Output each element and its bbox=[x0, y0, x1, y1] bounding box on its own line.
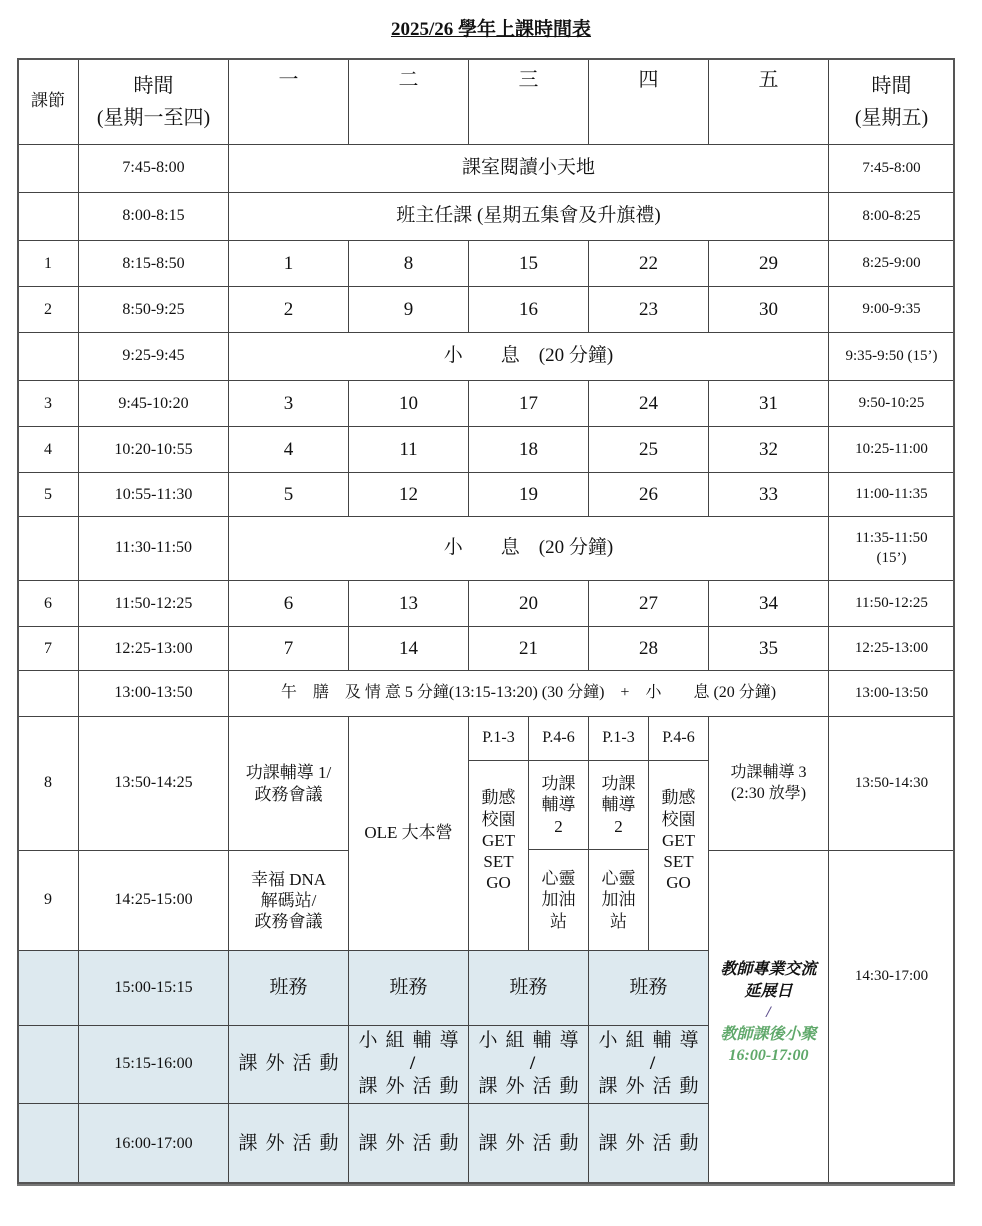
lesson-number: 33 bbox=[708, 472, 829, 518]
lesson-number: 18 bbox=[468, 426, 589, 474]
period-cell bbox=[17, 332, 79, 381]
activity-line: GET bbox=[481, 830, 516, 850]
fri-time-cell: 10:25-11:00 bbox=[828, 426, 955, 474]
lesson-number: 5 bbox=[228, 472, 349, 518]
time-cell: 13:00-13:50 bbox=[78, 670, 229, 717]
recess-activity: 小 息 (20 分鐘) bbox=[228, 332, 829, 381]
lesson-number: 1 bbox=[228, 240, 349, 288]
activity-line: 心靈 bbox=[601, 869, 636, 889]
activity-line: 16:00-17:00 bbox=[728, 1047, 809, 1065]
activity-line: 教師課後小聚 bbox=[720, 1025, 817, 1043]
lesson-number: 26 bbox=[588, 472, 709, 518]
activity-line: 校園 bbox=[481, 809, 516, 829]
group-tutoring-activity bbox=[588, 1025, 709, 1104]
activity-line: 動感 bbox=[661, 788, 696, 808]
p8-fri-activity bbox=[708, 716, 829, 851]
class-admin-activity: 班務 bbox=[588, 950, 709, 1026]
lesson-number: 20 bbox=[468, 580, 589, 628]
day-label: 四 bbox=[638, 69, 659, 91]
heart-station-activity bbox=[528, 849, 589, 951]
lesson-number: 32 bbox=[708, 426, 829, 474]
time-cell: 15:00-15:15 bbox=[78, 950, 229, 1026]
extracurricular-activity: 課外活動 bbox=[228, 1103, 349, 1185]
class-admin-activity: 班務 bbox=[348, 950, 469, 1026]
lesson-number: 35 bbox=[708, 626, 829, 672]
lesson-number: 23 bbox=[588, 286, 709, 334]
homework-activity bbox=[528, 760, 589, 850]
extracurricular-activity: 課外活動 bbox=[468, 1103, 589, 1185]
activity-line: 2 bbox=[554, 816, 563, 836]
activity-line: (2:30 放學) bbox=[730, 784, 807, 802]
group-tutoring-activity bbox=[468, 1025, 589, 1104]
header-time-label: 時間 bbox=[871, 74, 912, 97]
activity-line: 解碼站/ bbox=[260, 890, 317, 910]
fri-time-cell: 13:00-13:50 bbox=[828, 670, 955, 717]
lesson-number: 19 bbox=[468, 472, 589, 518]
period-cell bbox=[17, 192, 79, 241]
fri-time-cell: 13:50-14:30 bbox=[828, 716, 955, 851]
lesson-number: 3 bbox=[228, 380, 349, 428]
dynamic-campus-activity bbox=[648, 760, 709, 951]
lesson-number: 6 bbox=[228, 580, 349, 628]
fri-time-cell bbox=[828, 516, 955, 581]
slash-divider: / bbox=[766, 1004, 771, 1022]
lesson-number: 9 bbox=[348, 286, 469, 334]
period-cell: 7 bbox=[17, 626, 79, 672]
time-cell: 12:25-13:00 bbox=[78, 626, 229, 672]
period-cell bbox=[17, 516, 79, 581]
extracurricular-activity: 課外活動 bbox=[228, 1025, 349, 1104]
time-cell: 11:50-12:25 bbox=[78, 580, 229, 628]
day-label: 二 bbox=[398, 69, 419, 91]
header-day-wed bbox=[468, 58, 589, 145]
class-admin-activity: 班務 bbox=[468, 950, 589, 1026]
lesson-number: 22 bbox=[588, 240, 709, 288]
slash-divider: / bbox=[529, 1053, 536, 1075]
time-cell: 8:00-8:15 bbox=[78, 192, 229, 241]
friday-pm-activity bbox=[708, 850, 829, 1185]
period-cell: 3 bbox=[17, 380, 79, 428]
period-cell: 6 bbox=[17, 580, 79, 628]
activity-line: 政務會議 bbox=[254, 784, 323, 804]
recess-activity: 小 息 (20 分鐘) bbox=[228, 516, 829, 581]
lesson-number: 15 bbox=[468, 240, 589, 288]
fri-time-cell: 11:00-11:35 bbox=[828, 472, 955, 518]
header-day-thu bbox=[588, 58, 709, 145]
period-cell: 8 bbox=[17, 716, 79, 851]
period-cell bbox=[17, 670, 79, 717]
day-label: 三 bbox=[518, 69, 539, 91]
activity-line: 輔導 bbox=[541, 795, 576, 815]
header-day-fri bbox=[708, 58, 829, 145]
time-cell: 10:55-11:30 bbox=[78, 472, 229, 518]
activity-line: GO bbox=[666, 873, 691, 893]
period-cell: 1 bbox=[17, 240, 79, 288]
lesson-number: 27 bbox=[588, 580, 709, 628]
activity-line: 小組輔導 bbox=[358, 1030, 467, 1052]
activity-line: 2 bbox=[614, 816, 623, 836]
fri-time-cell: 9:35-9:50 (15’) bbox=[828, 332, 955, 381]
fri-time-cell: 11:50-12:25 bbox=[828, 580, 955, 628]
homeroom-activity: 班主任課 (星期五集會及升旗禮) bbox=[228, 192, 829, 241]
time-cell: 11:30-11:50 bbox=[78, 516, 229, 581]
slash-divider: / bbox=[649, 1053, 656, 1075]
p9-mon-activity bbox=[228, 850, 349, 951]
fri-time-cell: 9:50-10:25 bbox=[828, 380, 955, 428]
activity-line: 政務會議 bbox=[254, 912, 323, 932]
group-tutoring-activity bbox=[348, 1025, 469, 1104]
day-label: 一 bbox=[278, 69, 299, 91]
lesson-number: 13 bbox=[348, 580, 469, 628]
header-period bbox=[17, 58, 79, 145]
grade-header: P.1-3 bbox=[588, 716, 649, 761]
header-time-label: 時間 bbox=[133, 74, 174, 97]
header-time-range: (星期一至四) bbox=[96, 106, 211, 129]
fri-time-cell: 7:45-8:00 bbox=[828, 144, 955, 193]
activity-line: SET bbox=[663, 852, 694, 872]
activity-line: 教師專業交流 bbox=[720, 961, 817, 978]
activity-line: 心靈 bbox=[541, 869, 576, 889]
dynamic-campus-activity bbox=[468, 760, 529, 951]
activity-line: 加油 bbox=[541, 890, 576, 910]
activity-line: 輔導 bbox=[601, 795, 636, 815]
activity-line: 功課輔導 3 bbox=[730, 763, 807, 781]
header-time-fri bbox=[828, 58, 955, 145]
heart-station-activity bbox=[588, 849, 649, 951]
lesson-number: 12 bbox=[348, 472, 469, 518]
period-cell bbox=[17, 144, 79, 193]
fri-time-cell: 12:25-13:00 bbox=[828, 626, 955, 672]
activity-line: 課外活動 bbox=[478, 1075, 587, 1097]
lesson-number: 30 bbox=[708, 286, 829, 334]
ole-activity: OLE 大本營 bbox=[348, 716, 469, 951]
grade-header: P.4-6 bbox=[648, 716, 709, 761]
header-time-range: (星期五) bbox=[854, 106, 929, 129]
fri-time-cell: 8:25-9:00 bbox=[828, 240, 955, 288]
fri-time-cell: 14:30-17:00 bbox=[828, 850, 955, 1185]
slash-divider: / bbox=[409, 1053, 416, 1075]
lesson-number: 31 bbox=[708, 380, 829, 428]
time-cell: 8:15-8:50 bbox=[78, 240, 229, 288]
fri-time-line: 11:35-11:50 bbox=[855, 530, 928, 546]
lesson-number: 4 bbox=[228, 426, 349, 474]
lesson-number: 2 bbox=[228, 286, 349, 334]
activity-line: SET bbox=[483, 852, 514, 872]
grade-header: P.4-6 bbox=[528, 716, 589, 761]
lunch-activity: 午 膳 及 情 意 5 分鐘(13:15-13:20) (30 分鐘) + 小 息 (20 分鐘) bbox=[228, 670, 829, 717]
period-cell: 5 bbox=[17, 472, 79, 518]
fri-time-line: (15’) bbox=[876, 549, 907, 566]
time-cell: 9:45-10:20 bbox=[78, 380, 229, 428]
activity-line: 課外活動 bbox=[598, 1075, 707, 1097]
activity-line: GET bbox=[661, 830, 696, 850]
header-day-tue bbox=[348, 58, 469, 145]
lesson-number: 7 bbox=[228, 626, 349, 672]
activity-line: 小組輔導 bbox=[598, 1030, 707, 1052]
time-cell: 14:25-15:00 bbox=[78, 850, 229, 951]
time-cell: 8:50-9:25 bbox=[78, 286, 229, 334]
page-title: 2025/26 學年上課時間表 bbox=[390, 19, 592, 40]
activity-line: 功課輔導 1/ bbox=[245, 763, 332, 783]
lesson-number: 14 bbox=[348, 626, 469, 672]
homework-activity bbox=[588, 760, 649, 850]
time-cell: 16:00-17:00 bbox=[78, 1103, 229, 1185]
lesson-number: 17 bbox=[468, 380, 589, 428]
activity-line: 動感 bbox=[481, 788, 516, 808]
header-period-label: 課節 bbox=[31, 91, 65, 111]
reading-activity: 課室閱讀小天地 bbox=[228, 144, 829, 193]
lesson-number: 10 bbox=[348, 380, 469, 428]
lesson-number: 16 bbox=[468, 286, 589, 334]
time-cell: 7:45-8:00 bbox=[78, 144, 229, 193]
activity-line: 功課 bbox=[541, 774, 576, 794]
lesson-number: 24 bbox=[588, 380, 709, 428]
header-day-mon bbox=[228, 58, 349, 145]
extracurricular-activity: 課外活動 bbox=[588, 1103, 709, 1185]
lesson-number: 11 bbox=[348, 426, 469, 474]
period-cell bbox=[17, 1025, 79, 1104]
grade-header: P.1-3 bbox=[468, 716, 529, 761]
activity-line: 站 bbox=[550, 911, 567, 931]
fri-time-cell: 8:00-8:25 bbox=[828, 192, 955, 241]
period-cell: 2 bbox=[17, 286, 79, 334]
time-cell: 15:15-16:00 bbox=[78, 1025, 229, 1104]
time-cell: 9:25-9:45 bbox=[78, 332, 229, 381]
lesson-number: 8 bbox=[348, 240, 469, 288]
time-cell: 10:20-10:55 bbox=[78, 426, 229, 474]
lesson-number: 29 bbox=[708, 240, 829, 288]
activity-line: 校園 bbox=[661, 809, 696, 829]
activity-line: 小組輔導 bbox=[478, 1030, 587, 1052]
p8-mon-activity bbox=[228, 716, 349, 851]
period-cell: 4 bbox=[17, 426, 79, 474]
class-admin-activity: 班務 bbox=[228, 950, 349, 1026]
activity-line: GO bbox=[486, 873, 511, 893]
table-bottom-rule bbox=[17, 1184, 955, 1186]
lesson-number: 25 bbox=[588, 426, 709, 474]
lesson-number: 28 bbox=[588, 626, 709, 672]
period-cell bbox=[17, 950, 79, 1026]
lesson-number: 21 bbox=[468, 626, 589, 672]
period-cell: 9 bbox=[17, 850, 79, 951]
extracurricular-activity: 課外活動 bbox=[348, 1103, 469, 1185]
period-cell bbox=[17, 1103, 79, 1185]
fri-time-cell: 9:00-9:35 bbox=[828, 286, 955, 334]
lesson-number: 34 bbox=[708, 580, 829, 628]
header-time-mon-thu bbox=[78, 58, 229, 145]
day-label: 五 bbox=[758, 69, 779, 91]
time-cell: 13:50-14:25 bbox=[78, 716, 229, 851]
activity-line: 站 bbox=[610, 911, 627, 931]
activity-line: 課外活動 bbox=[358, 1075, 467, 1097]
activity-line: 延展日 bbox=[744, 982, 793, 1000]
activity-line: 功課 bbox=[601, 774, 636, 794]
activity-line: 加油 bbox=[601, 890, 636, 910]
activity-line: 幸福 DNA bbox=[250, 869, 327, 889]
